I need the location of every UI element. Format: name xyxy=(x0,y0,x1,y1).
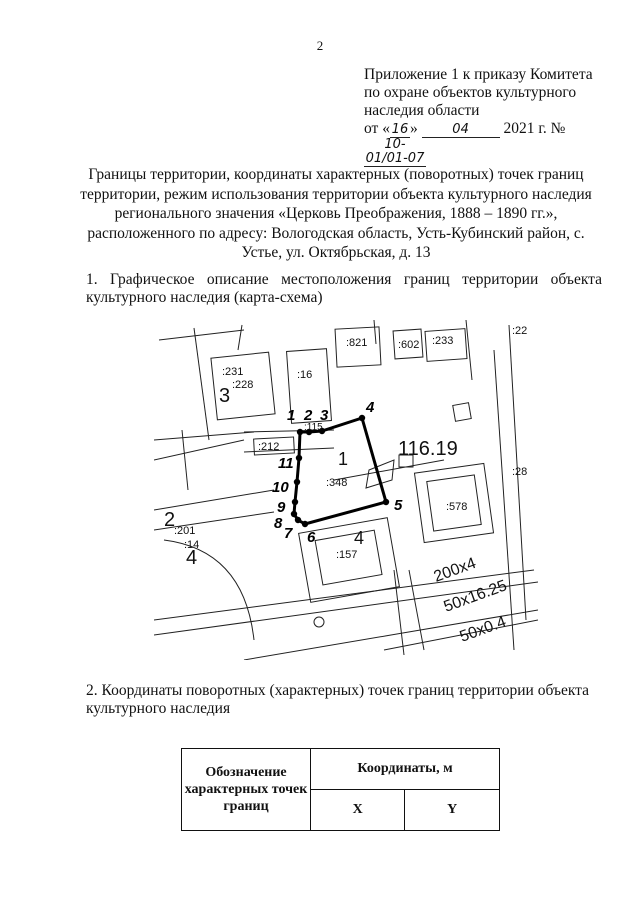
point-label-3: 3 xyxy=(320,407,329,424)
appendix-date-line xyxy=(364,120,626,167)
parcel-label: :821 xyxy=(346,337,368,349)
parcel-label: :228 xyxy=(232,379,254,391)
appendix-line-1: Приложение 1 к приказу Комитета xyxy=(364,66,593,83)
parcel-label: :348 xyxy=(326,477,348,489)
parcel-label: 50x0.4 xyxy=(457,613,509,646)
x-header: X xyxy=(311,790,405,831)
section-1-heading: 1. Графическое описание местоположения границ территории объекта культурного наследия (карта-схема) xyxy=(86,271,602,306)
appendix-header xyxy=(364,66,626,167)
point-label-4: 4 xyxy=(366,399,375,416)
appendix-line-2: по охране объектов культурного xyxy=(364,84,577,101)
map-scheme xyxy=(154,320,538,660)
point-label-2: 2 xyxy=(304,407,313,424)
parcel-label: :16 xyxy=(297,369,313,381)
parcel-label: 4 xyxy=(354,528,365,548)
point-label-9: 9 xyxy=(277,499,286,516)
parcel-label: :201 xyxy=(174,525,196,537)
parcel-label: :14 xyxy=(184,539,200,551)
parcel-label: 116.19 xyxy=(398,438,458,460)
date-day: 16 xyxy=(391,122,409,137)
parcel-label: 200x4 xyxy=(431,554,479,586)
date-year-number: 2021 г. № xyxy=(503,120,566,137)
point-label-11: 11 xyxy=(278,455,294,472)
designation-header: Обозначение характерных точек границ xyxy=(182,749,311,831)
parcel-label: 2 xyxy=(164,509,176,531)
y-header: Y xyxy=(405,790,500,831)
section-2-heading: 2. Координаты поворотных (характерных) точек границ территории объекта культурного наследия xyxy=(86,682,590,717)
date-mid: » xyxy=(409,120,418,137)
appendix-line-3: наследия области xyxy=(364,102,480,119)
point-label-8: 8 xyxy=(274,515,283,532)
parcel-label: :231 xyxy=(222,366,244,378)
point-label-6: 6 xyxy=(307,529,316,546)
parcel-label: 4 xyxy=(186,547,198,569)
coordinates-table xyxy=(181,748,500,831)
parcel-label: :28 xyxy=(512,466,528,478)
parcel-label: :157 xyxy=(336,549,358,561)
parcel-label: :602 xyxy=(398,339,420,351)
parcel-label: 50x16.25 xyxy=(441,577,510,616)
parcel-label: 3 xyxy=(219,385,231,407)
date-month: 04 xyxy=(422,123,500,138)
date-prefix: от « xyxy=(364,120,390,137)
parcel-label: :578 xyxy=(446,501,468,513)
parcel-label: :212 xyxy=(258,441,280,453)
page-number: 2 xyxy=(316,38,324,53)
point-label-5: 5 xyxy=(394,497,403,514)
point-label-1: 1 xyxy=(287,407,296,424)
point-label-7: 7 xyxy=(284,525,293,542)
parcel-label: :233 xyxy=(432,335,454,347)
parcel-label: :22 xyxy=(512,325,528,337)
parcel-label: 1 xyxy=(338,449,349,469)
coordinates-header: Координаты, м xyxy=(311,749,500,790)
order-number: 10-01/01-07 xyxy=(365,137,425,166)
point-label-10: 10 xyxy=(272,479,289,496)
parcel-label: :115 xyxy=(304,422,323,433)
document-title: Границы территории, координаты характерных (поворотных) точек границ территории, режим использования территории объекта культурного наследия регионального значения «Церковь Преображения, 1888 – 1890 гг.», расположенного по адресу: Вологодская область, Усть-Кубинский район, с. Устье, ул. Октябрьская, д. 13 xyxy=(80,166,592,261)
